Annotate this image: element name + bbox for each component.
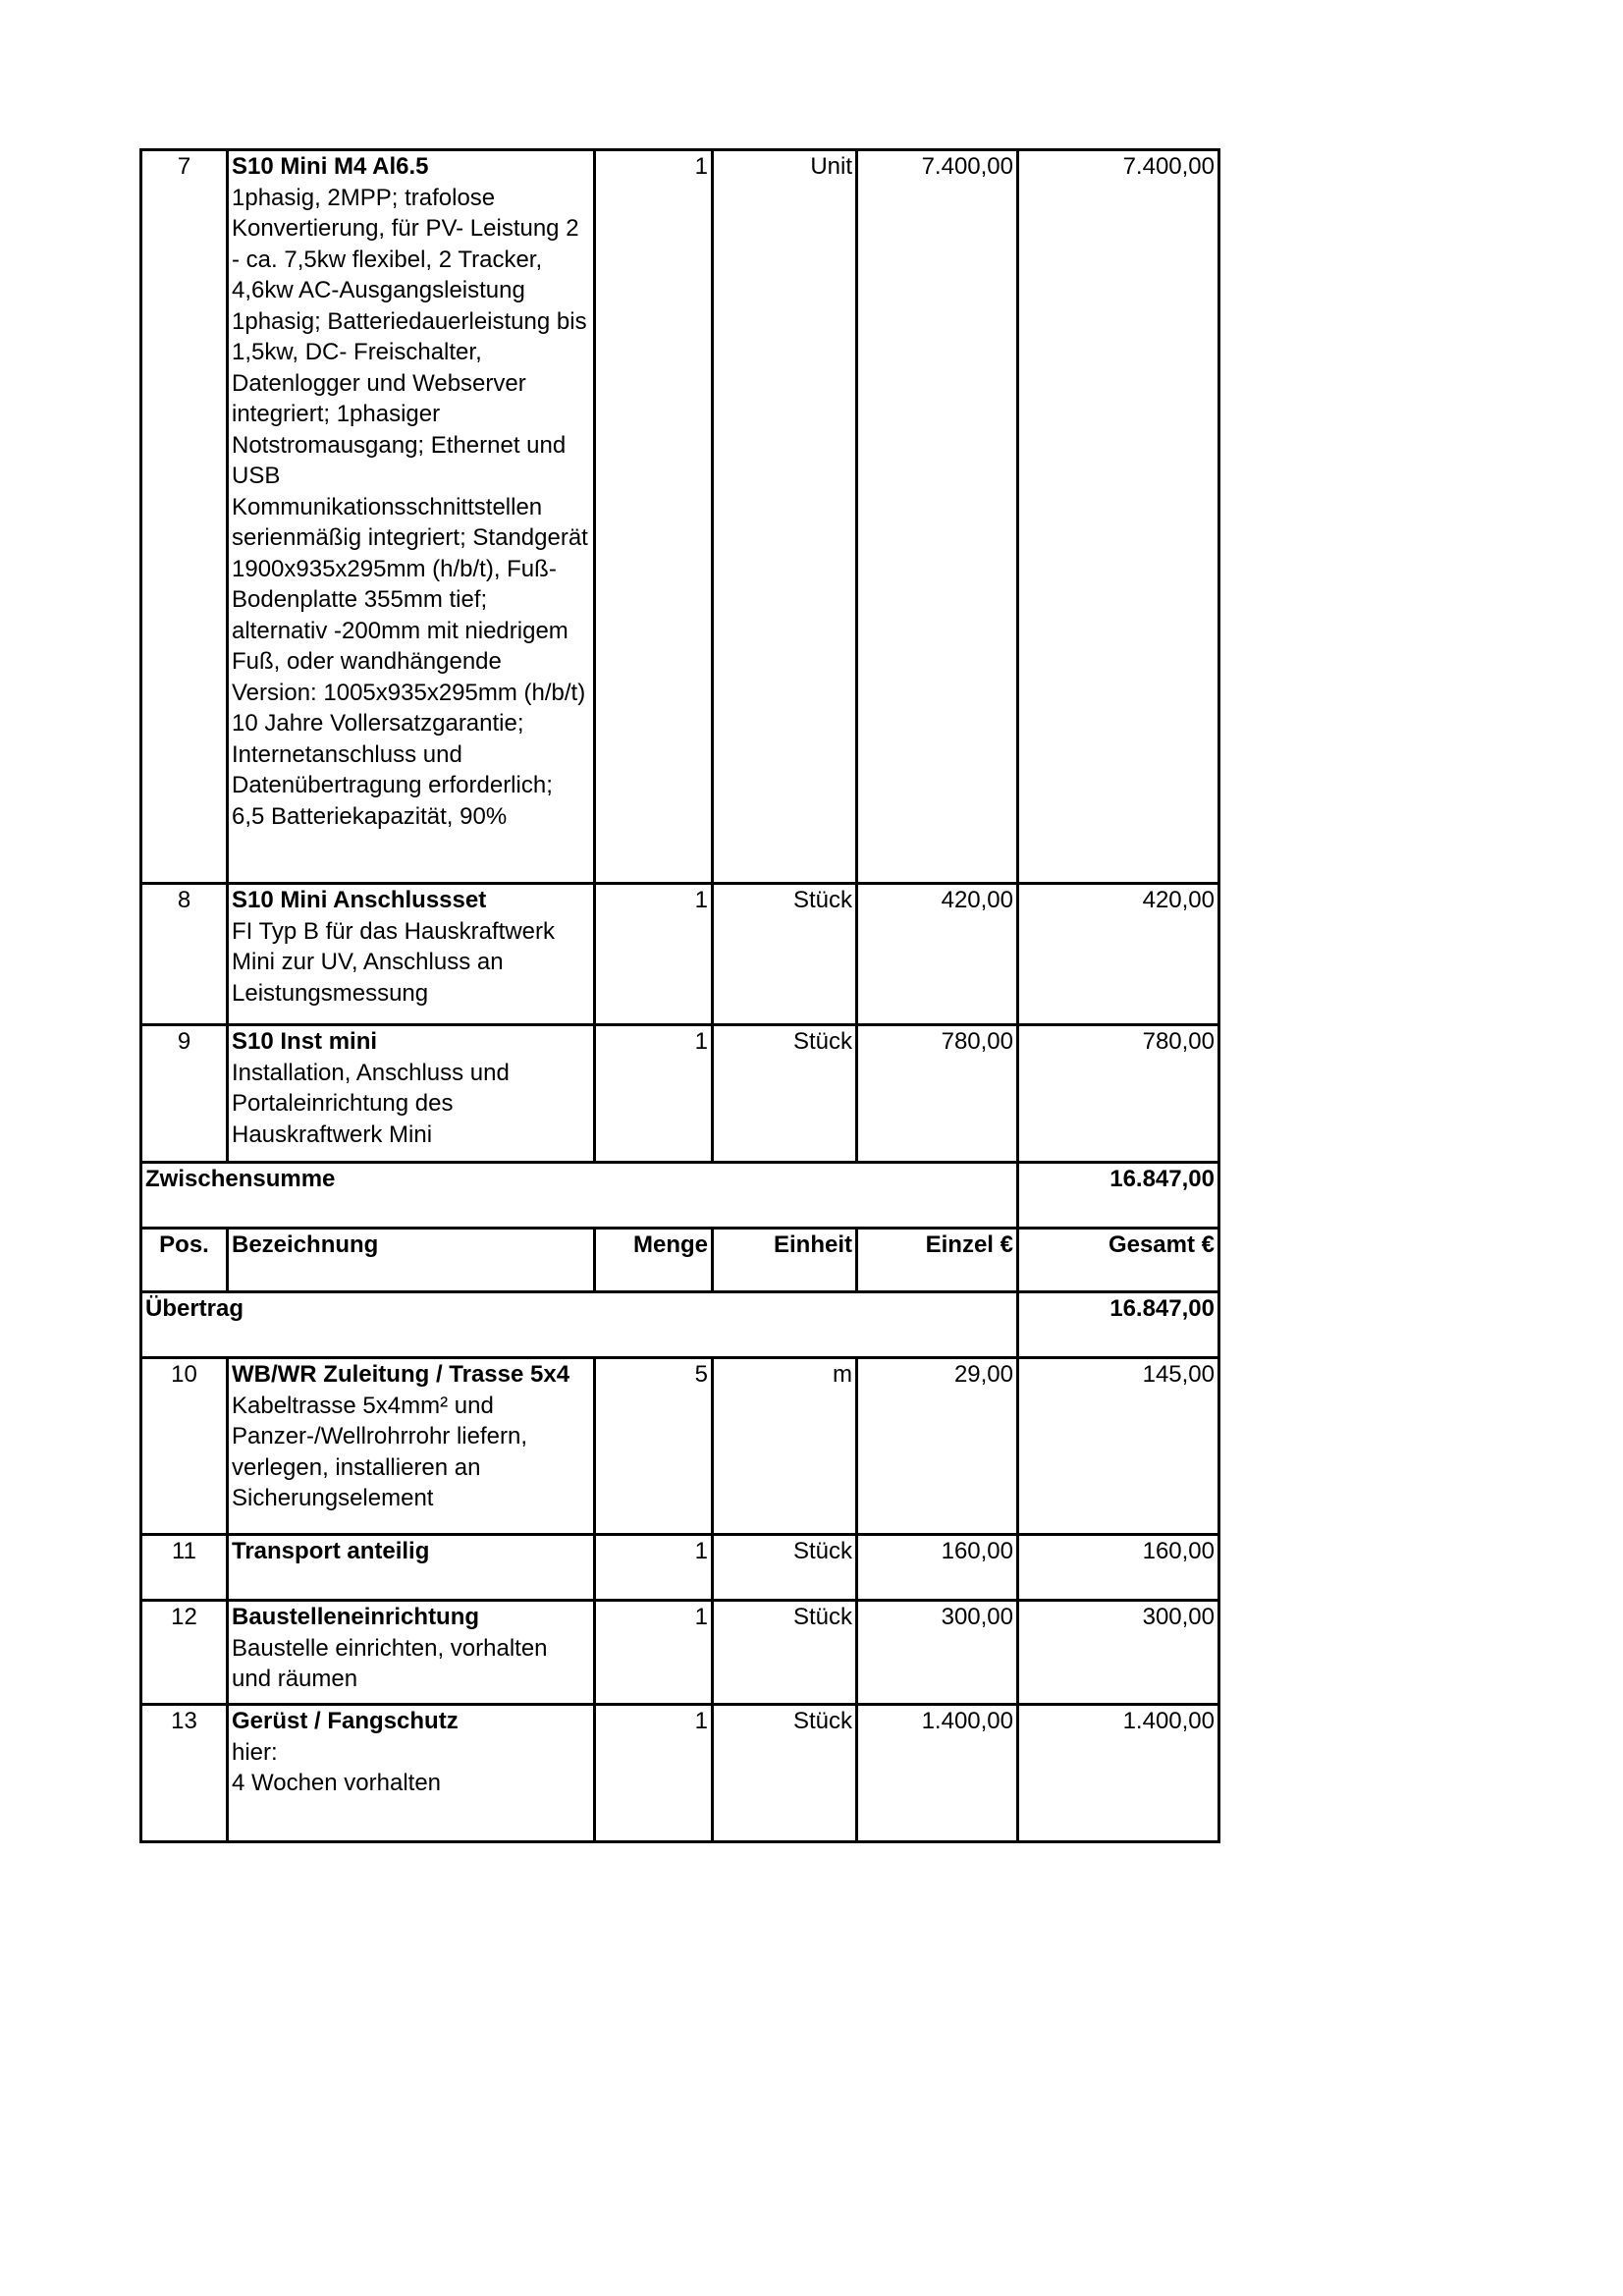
- description-cell: [228, 884, 595, 1025]
- pos-cell: 7: [141, 150, 228, 884]
- item-title: Baustelleneinrichtung: [232, 1604, 480, 1630]
- menge-cell: 1: [595, 1535, 713, 1601]
- gesamt-cell: 1.400,00: [1018, 1705, 1219, 1842]
- subtotal-label: Zwischensumme: [141, 1163, 1018, 1229]
- einheit-cell: m: [713, 1358, 857, 1535]
- einheit-cell: Unit: [713, 150, 857, 884]
- description-cell: [228, 1535, 595, 1601]
- einzel-cell: 7.400,00: [857, 150, 1018, 884]
- item-title: S10 Mini M4 Al6.5: [232, 153, 429, 180]
- item-description: FI Typ B für das Hauskraftwerk Mini zur UV, Anschluss an Leistungsmessung: [232, 917, 556, 1007]
- carry-label: Übertrag: [141, 1292, 1018, 1358]
- table-row: [141, 1705, 1219, 1842]
- carry-over-row: [141, 1292, 1219, 1358]
- menge-cell: 1: [595, 884, 713, 1025]
- gesamt-cell: 145,00: [1018, 1358, 1219, 1535]
- einheit-cell: Stück: [713, 1535, 857, 1601]
- table-row: [141, 1358, 1219, 1535]
- item-title: S10 Inst mini: [232, 1028, 378, 1055]
- item-description: Installation, Anschluss und Portaleinrichtung des Hauskraftwerk Mini: [232, 1059, 510, 1148]
- description-cell: [228, 1025, 595, 1163]
- einheit-cell: Stück: [713, 1025, 857, 1163]
- menge-cell: 5: [595, 1358, 713, 1535]
- item-title: S10 Mini Anschlussset: [232, 887, 487, 913]
- table-row: [141, 884, 1219, 1025]
- pos-cell: 13: [141, 1705, 228, 1842]
- gesamt-cell: 160,00: [1018, 1535, 1219, 1601]
- table-row: [141, 1025, 1219, 1163]
- einzel-cell: 29,00: [857, 1358, 1018, 1535]
- pos-cell: 8: [141, 884, 228, 1025]
- menge-cell: 1: [595, 1025, 713, 1163]
- header-pos: Pos.: [141, 1229, 228, 1292]
- menge-cell: 1: [595, 1705, 713, 1842]
- pos-cell: 12: [141, 1601, 228, 1705]
- einzel-cell: 160,00: [857, 1535, 1018, 1601]
- header-bezeichnung: Bezeichnung: [228, 1229, 595, 1292]
- invoice-sheet: [139, 148, 1217, 1843]
- pos-cell: 9: [141, 1025, 228, 1163]
- line-items-table: [139, 148, 1220, 1843]
- subtotal-row: [141, 1163, 1219, 1229]
- einzel-cell: 420,00: [857, 884, 1018, 1025]
- subtotal-value: 16.847,00: [1018, 1163, 1219, 1229]
- description-cell: [228, 1358, 595, 1535]
- gesamt-cell: 7.400,00: [1018, 150, 1219, 884]
- einzel-cell: 780,00: [857, 1025, 1018, 1163]
- table-row: [141, 1601, 1219, 1705]
- menge-cell: 1: [595, 1601, 713, 1705]
- header-einzel: Einzel €: [857, 1229, 1018, 1292]
- pos-cell: 10: [141, 1358, 228, 1535]
- item-description: Baustelle einrichten, vorhalten und räumen: [232, 1634, 548, 1692]
- item-description: 1phasig, 2MPP; trafolose Konvertierung, für PV- Leistung 2 - ca. 7,5kw flexibel, 2 Tracker, 4,6kw AC-Ausgangsleistung 1phasig; Batteriedauerleistung bis 1,5kw, DC- Freischalter, Datenlogger und Webserver integriert; 1phasiger Notstromausgang; Ethernet und USB Kommunikationsschnittstellen serienmäßig integriert; Standgerät 1900x935x295mm (h/b/t), Fuß-Bodenplatte 355mm tief; alternativ -200mm mit niedrigem Fuß, oder wandhängende Version: 1005x935x295mm (h/b/t) 10 Jahre Vollersatzgarantie; Internetanschluss und Datenübertragung erforderlich; 6,5 Batteriekapazität, 90%: [232, 184, 588, 830]
- pos-cell: 11: [141, 1535, 228, 1601]
- item-title: Gerüst / Fangschutz: [232, 1708, 459, 1734]
- table-row: [141, 150, 1219, 884]
- einheit-cell: Stück: [713, 1601, 857, 1705]
- header-einheit: Einheit: [713, 1229, 857, 1292]
- table-row: [141, 1535, 1219, 1601]
- description-cell: [228, 1705, 595, 1842]
- item-description: hier: 4 Wochen vorhalten: [232, 1738, 442, 1796]
- header-gesamt: Gesamt €: [1018, 1229, 1219, 1292]
- gesamt-cell: 780,00: [1018, 1025, 1219, 1163]
- item-description: Kabeltrasse 5x4mm² und Panzer-/Wellrohrrohr liefern, verlegen, installieren an Sicherungselement: [232, 1392, 527, 1511]
- einzel-cell: 1.400,00: [857, 1705, 1018, 1842]
- carry-value: 16.847,00: [1018, 1292, 1219, 1358]
- einheit-cell: Stück: [713, 1705, 857, 1842]
- gesamt-cell: 420,00: [1018, 884, 1219, 1025]
- description-cell: [228, 150, 595, 884]
- gesamt-cell: 300,00: [1018, 1601, 1219, 1705]
- item-title: Transport anteilig: [232, 1538, 430, 1564]
- einzel-cell: 300,00: [857, 1601, 1018, 1705]
- menge-cell: 1: [595, 150, 713, 884]
- einheit-cell: Stück: [713, 884, 857, 1025]
- item-title: WB/WR Zuleitung / Trasse 5x4: [232, 1361, 570, 1388]
- description-cell: [228, 1601, 595, 1705]
- header-menge: Menge: [595, 1229, 713, 1292]
- column-header-row: [141, 1229, 1219, 1292]
